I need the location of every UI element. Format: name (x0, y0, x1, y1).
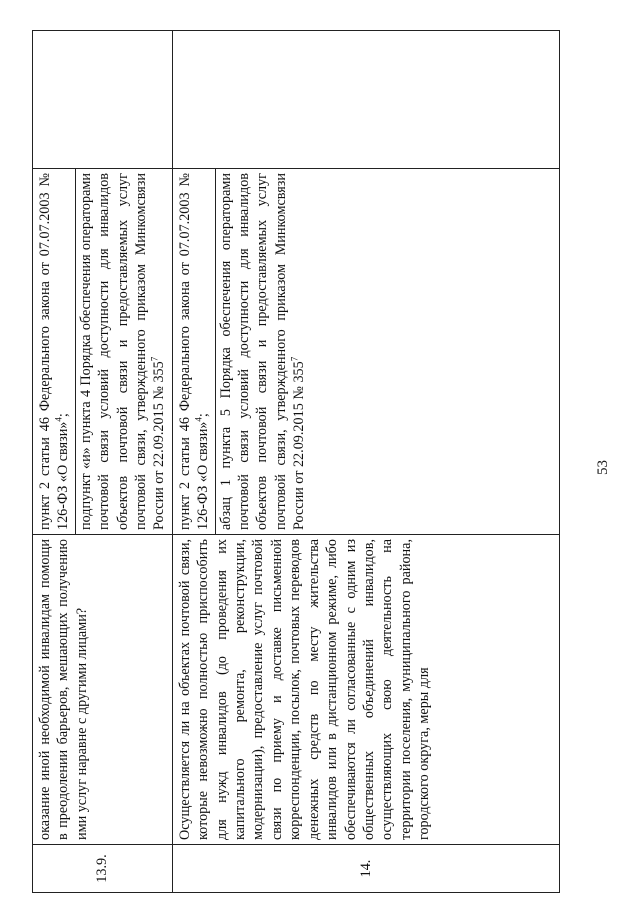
reference-tail: ; (55, 413, 72, 418)
row-number: 14. (172, 845, 559, 893)
reference-text: подпункт «и» пункта 4 Порядка обеспечения операторами почтовой связи условий доступности для инвалидов объектов почтовой связи и предоставляемых услуг почтовой связи, утвержденного приказом Минкомсвязи России от 22.09.2015 № 355 (77, 173, 168, 530)
legal-reference-cell (33, 169, 173, 535)
footnote-mark: 7 (149, 356, 160, 362)
legal-reference (215, 169, 309, 534)
question-cell: оказание иной необходимой инвалидам помощи в преодолении барьеров, мешающих получению ими услуг наравне с другими лицами? (33, 535, 173, 845)
table-row (172, 31, 559, 893)
question-cell: Осуществляется ли на объектах почтовой связи, которые невозможно полностью приспособить для нужд инвалидов (до проведения их капитального ремонта, реконструкции, модернизации), предоставление услуг почтовой связи по приему и доставке письменной корреспонденции, посылок, почтовых переводов денежных средств по месту жительства инвалидов или в дистанционном режиме, либо обеспечиваются ли согласованные с одним из общественных объединений инвалидов, осуществляющих свою деятельность на территории поселения, муниципального района, городского округа, меры для (172, 535, 559, 845)
page-number: 53 (595, 460, 611, 475)
reference-tail: ; (195, 413, 212, 418)
row-number: 13.9. (33, 845, 173, 893)
footnote-mark: 7 (289, 356, 300, 362)
legal-reference (176, 173, 213, 530)
reference-text: пункт 2 статьи 46 Федерального закона от 07.07.2003 № 126-ФЗ «О связи» (37, 173, 72, 530)
table-row (33, 31, 173, 893)
reference-text: пункт 2 статьи 46 Федерального закона от 07.07.2003 № 126-ФЗ «О связи» (176, 173, 212, 530)
footnote-mark: 4 (53, 417, 64, 422)
legal-reference-cell (172, 169, 559, 535)
checklist-table (32, 30, 560, 893)
reference-text: абзац 1 пункта 5 Порядка обеспечения операторами почтовой связи условий доступности для инвалидов объектов почтовой связи и предоставляемых услуг почтовой связи, утвержденного приказом Минкомсвязи России от 22.09.2015 № 355 (217, 173, 308, 530)
answer-cell (33, 31, 173, 169)
answer-cell (172, 31, 559, 169)
legal-reference (36, 173, 73, 530)
footnote-mark: 4 (193, 417, 204, 422)
legal-reference (75, 169, 169, 534)
